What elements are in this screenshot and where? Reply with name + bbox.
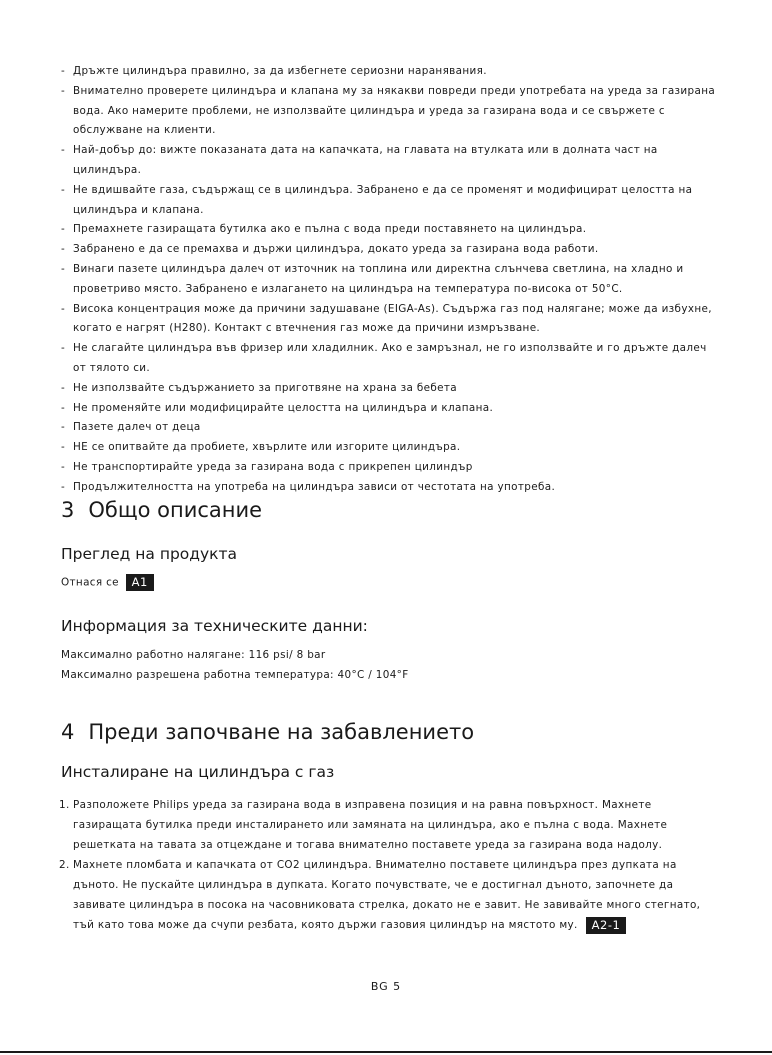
warning-item: - Продължителността на употреба на цилиндъра зависи от честотата на употреба. [61,478,721,498]
install-step [61,855,721,935]
warning-item: - Премахнете газиращата бутилка ако е пълна с вода преди поставянето на цилиндъра. [61,220,721,240]
step-number: 2. [59,859,70,871]
warning-item: - Дръжте цилиндъра правилно, за да избегнете сериозни наранявания. [61,62,721,82]
refers-line [61,574,154,591]
warning-item: - Не използвайте съдържанието за приготвяне на храна за бебета [61,379,721,399]
section-3-heading [61,496,262,524]
bottom-divider [0,1051,772,1053]
figure-ref-a2-1: A2-1 [586,917,627,934]
warning-item: - Внимателно проверете цилиндъра и клапана му за някакви повреди преди употребата на уреда за газирана вода. Ако намерите проблеми, не използвайте цилиндъра и уреда за газирана вода и се свържете с обслужване на клиенти. [61,82,721,141]
tech-data-heading: Информация за техническите данни: [61,617,368,635]
warning-item: - Забранено е да се премахва и държи цилиндъра, докато уреда за газирана вода работи. [61,240,721,260]
refers-text: Отнася се [61,576,119,589]
warning-item: - Не вдишвайте газа, съдържащ се в цилиндъра. Забранено е да се променят и модифицират целостта на цилиндъра и клапана. [61,181,721,221]
section-3-title: Общо описание [88,498,263,522]
step-text: Разположете Philips уреда за газирана вода в изправена позиция и на равна повърхност. Махнете газиращата бутилка преди инсталирането или замяната на цилиндъра, ако е пълна с вода. Махнете решетката на тавата за отцеждане и тогава внимателно поставете уреда за газирана вода надолу. [73,799,668,851]
section-3-number: 3 [61,498,75,522]
section-4-title: Преди започване на забавлението [88,720,475,744]
warning-item: - Пазете далеч от деца [61,418,721,438]
product-overview-heading: Преглед на продукта [61,545,238,563]
warning-item: - Висока концентрация може да причини задушаване (EIGA-As). Съдържа газ под налягане; може да избухне, когато е нагрят (H280). Контакт с втечнения газ може да причини измръзване. [61,300,721,340]
install-steps-list [61,795,721,935]
warning-item: - Най-добър до: вижте показаната дата на капачката, на главата на втулката или в долната част на цилиндъра. [61,141,721,181]
warning-list [61,62,721,498]
install-cylinder-heading: Инсталиране на цилиндъра с газ [61,763,335,781]
section-4-heading [61,718,474,746]
max-pressure-text: Максимално работно налягане: 116 psi/ 8 bar [61,649,326,661]
page-number: BG 5 [370,980,402,993]
section-4-number: 4 [61,720,75,744]
step-number: 1. [59,799,70,811]
warning-item: - Не променяйте или модифицирайте целостта на цилиндъра и клапана. [61,399,721,419]
warning-item: - Не слагайте цилиндъра във фризер или хладилник. Ако е замръзнал, не го използвайте и го дръжте далеч от тялото си. [61,339,721,379]
warning-item: - НЕ се опитвайте да пробиете, хвърлите или изгорите цилиндъра. [61,438,721,458]
step-text: Махнете пломбата и капачката от CO2 цилиндъра. Внимателно поставете цилиндъра през дупката на дъното. Не пускайте цилиндъра в дупката. Когато почувствате, че е достигнал дъното, започнете да завивате цилиндъра в посока на часовниковата стрелка, докато не е завит. Не завивайте много стегнато, тъй като това може да счупи резбата, която държи газовия цилиндър на мястото му. [73,859,701,931]
figure-ref-a1: A1 [126,574,154,591]
warning-item: - Не транспортирайте уреда за газирана вода с прикрепен цилиндър [61,458,721,478]
max-temp-text: Максимално разрешена работна температура: 40°C / 104°F [61,669,409,681]
warning-item: - Винаги пазете цилиндъра далеч от източник на топлина или директна слънчева светлина, на хладно и проветриво място. Забранено е излагането на цилиндъра на температура по-висока от 50°C. [61,260,721,300]
install-step [61,795,721,855]
